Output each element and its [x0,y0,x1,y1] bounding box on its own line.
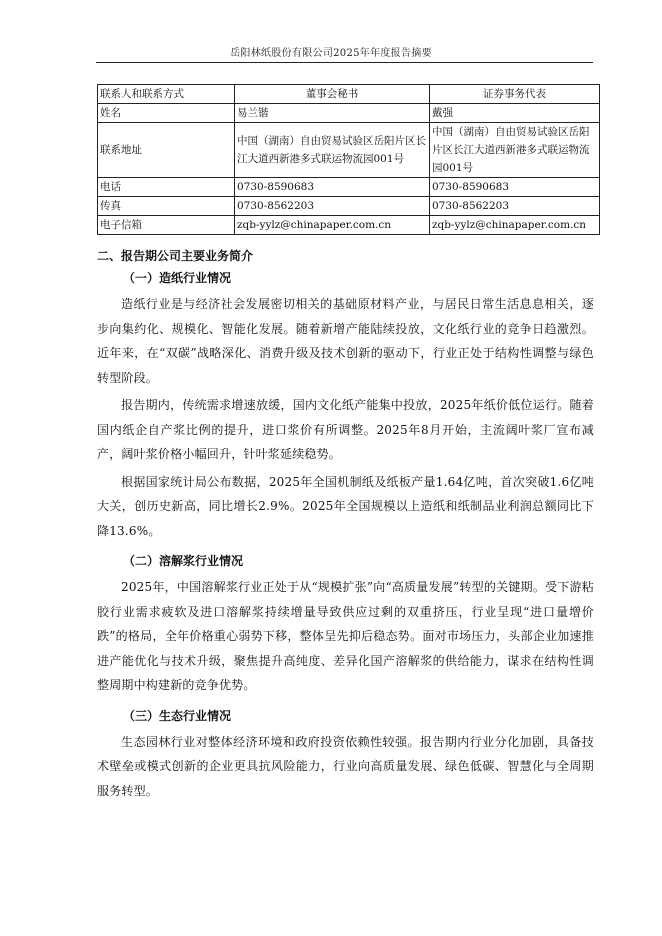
subsection-title-ecology: （三）生态行业情况 [123,708,232,723]
paragraph: 根据国家统计局公布数据，2025年全国机制纸及纸板产量1.64亿吨，首次突破1.6亿吨大关，创历史新高，同比增长2.9%。2025年全国规模以上造纸和纸制品业利润总额同比下降13.6%。 [97,474,594,538]
paragraph: 2025年，中国溶解浆行业正处于从“规模扩张”向“高质量发展”转型的关键期。受下游粘胶行业需求疲软及进口溶解浆持续增量导致供应过剩的双重挤压，行业呈现“进口量增价跌”的格局，全年价格重心弱势下移，整体呈先抑后稳态势。面对市场压力，头部企业加速推进产能优化与技术升级，聚焦提升高纯度、差异化国产溶解浆的供给能力，谋求在结构性调整周期中构建新的竞争优势。 [97,580,594,692]
paragraph: 生态园林行业对整体经济环境和政府投资依赖性较强。报告期内行业分化加剧，具备技术壁垒或模式创新的企业更具抗风险能力，行业向高质量发展、绿色低碳、智慧化与全周期服务转型。 [97,734,594,798]
secretary-email: zqb-yylz@chinapaper.com.cn [235,216,430,235]
table-header-cell: 联系人和联系方式 [98,85,235,104]
representative-value: 戴强 [430,104,600,123]
representative-value: 0730-8562203 [430,197,600,216]
subsection-title-dissolving-pulp: （二）溶解浆行业情况 [123,554,244,568]
row-label: 电子信箱 [98,216,235,235]
table-row [98,178,600,197]
table-header-cell: 证券事务代表 [430,85,600,104]
contact-table [97,84,600,235]
section-title: 二、报告期公司主要业务简介 [97,249,254,263]
paragraph: 报告期内，传统需求增速放缓，国内文化纸产能集中投放，2025年纸价低位运行。随着国内纸企自产浆比例的提升，进口浆价有所调整。2025年8月开始，主流阔叶浆厂宣布减产，阔叶浆价格小幅回升，针叶浆延续稳势。 [97,398,594,461]
table-row [98,123,600,178]
table-header-cell: 董事会秘书 [235,85,430,104]
secretary-value: 易兰锴 [235,104,430,123]
secretary-value: 0730-8590683 [235,178,430,197]
row-label: 传真 [98,197,235,216]
row-label: 联系地址 [98,123,235,178]
row-label: 电话 [98,178,235,197]
table-row [98,104,600,123]
table-row [98,216,600,235]
table-header-row [98,85,600,104]
header-divider [96,62,593,63]
representative-email: zqb-yylz@chinapaper.com.cn [430,216,600,235]
business-section [97,245,594,803]
paragraph: 造纸行业是与经济社会发展密切相关的基础原材料产业，与居民日常生活息息相关，逐步向集约化、规模化、智能化发展。随着新增产能陆续投放，文化纸行业的竞争日趋激烈。近年来，在“双碳”战略深化、消费升级及技术创新的驱动下，行业正处于结构性调整与绿色转型阶段。 [97,297,594,385]
row-label: 姓名 [98,104,235,123]
subsection-title-paper: （一）造纸行业情况 [123,271,232,285]
secretary-value: 0730-8562203 [235,197,430,216]
representative-value: 中国（湖南）自由贸易试验区岳阳片区长江大道西新港多式联运物流园001号 [430,123,600,178]
table-row [98,197,600,216]
secretary-value: 中国（湖南）自由贸易试验区岳阳片区长江大道西新港多式联运物流园001号 [235,123,430,178]
page-header: 岳阳林纸股份有限公司2025年年度报告摘要 [230,48,432,59]
representative-value: 0730-8590683 [430,178,600,197]
